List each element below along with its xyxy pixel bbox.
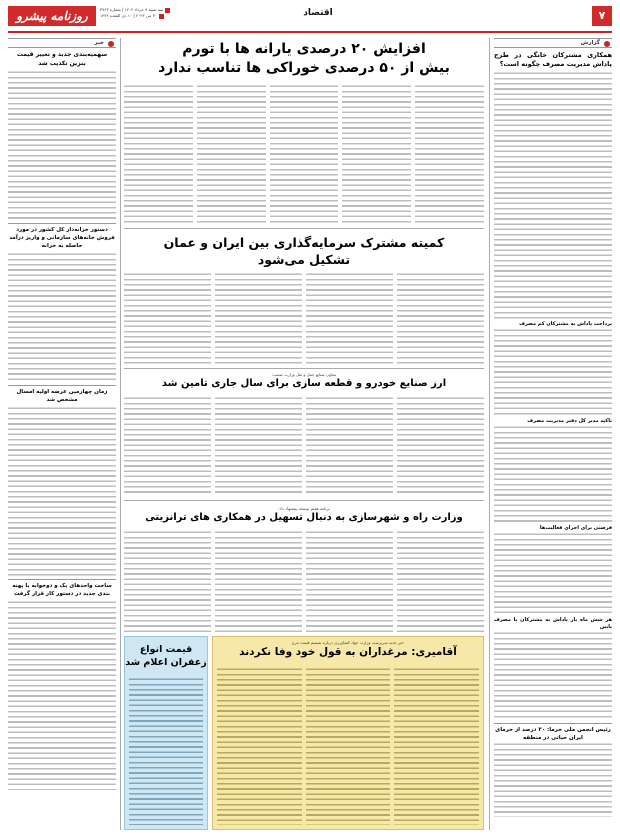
story-chicken-body	[217, 667, 479, 825]
story-chicken-kicker: خبر جدید سرپرست وزارت جهاد کشاورزی درباره تصمیم قیمت مرغ	[292, 640, 404, 645]
story-transit-kicker: برنامه هفتم توسعه پیشنهاد داد:	[278, 506, 330, 511]
story-oman-headline-line-2: تشکیل می‌شود	[257, 252, 351, 267]
story-transit-title: وزارت راه و شهرسازی به دنبال تسهیل در همکاری های ترانزیتی	[145, 512, 463, 523]
story-chicken-box	[212, 636, 484, 830]
right-col-bottom-story	[494, 723, 612, 817]
saffron-body	[129, 677, 203, 825]
story-transit-headline	[124, 506, 484, 525]
story-oman-body	[124, 272, 484, 364]
right-col-body-1	[494, 71, 612, 321]
story-oman-headline	[124, 234, 484, 268]
right-col-body-4	[494, 532, 612, 617]
right-col-headline: همکاری مشترکان خانگی در طرح پاداش مدیریت مصرف چگونه است؟	[494, 51, 612, 68]
column-divider-left	[120, 38, 121, 830]
news-tag: خبر	[8, 38, 116, 48]
dateline: سه شنبه ۹ خرداد ۱۴۰۲ | شماره ۳۷۶۳ ۳۰ می ۲۰۲۳ | ۱۰ ذی القعده ۱۴۴۴	[100, 7, 220, 19]
left-col-body-2	[8, 252, 116, 382]
right-col-sub-2: تاکید مدیر کل دفتر مدیریت مصرف	[527, 418, 612, 424]
left-col-headline-3: زمان چهارمین عرضه اولیه امسال مشخص شد	[16, 389, 108, 403]
story-auto-headline	[124, 372, 484, 391]
saffron-title-line-1: قیمت انواع	[139, 644, 193, 655]
story-auto-title: ارز صنایع خودرو و قطعه سازی برای سال جاری تامین شد	[161, 378, 447, 389]
page-number: ۷	[592, 6, 612, 26]
story-oman-headline-line-1: کمیته مشترک سرمایه‌گذاری بین ایران و عمان	[163, 235, 445, 250]
left-col-body-1	[8, 70, 116, 220]
report-tag: گزارش	[494, 38, 612, 48]
divider-2	[124, 368, 484, 369]
right-col-sub-3: فرصتی برای اجرای فعالیت‌ها	[539, 525, 612, 531]
divider-3	[124, 500, 484, 501]
right-col-body-6	[494, 742, 612, 817]
story-auto-kicker: معاون صنایع حمل و نقل وزارت صمت:	[271, 372, 337, 377]
lead-headline-line-1: افزایش ۲۰ درصدی یارانه ها با تورم	[182, 41, 426, 57]
right-column	[494, 38, 612, 830]
right-col-bottom-title: رئیس انجمن ملی خرما: ۳۰ درصد از خرمای ایران حیاتی در منطقه	[495, 727, 611, 741]
left-col-headline-4: ساخت واحدهای یک و دوخوابه با پهنه بندی جدید در دستور کار قرار گرفت	[12, 583, 112, 597]
story-auto-body	[124, 396, 484, 496]
story-transit-body	[124, 530, 484, 632]
divider-1	[124, 228, 484, 229]
column-divider-right	[489, 38, 490, 830]
left-column	[8, 38, 116, 830]
left-col-headline-2: دستور خزانه‌دار کل کشور در مورد فروش خانه‌های سازمانی و واریز درآمد حاصله به خزانه	[9, 227, 115, 249]
newspaper-logo: روزنامه پیشرو	[8, 6, 96, 26]
left-col-body-3	[8, 406, 116, 576]
right-col-body-5	[494, 631, 612, 721]
left-col-headline-1: سهمیه‌بندی جدید و تغییر قیمت بنزین تکذیب شد	[16, 51, 108, 67]
right-col-sub-1: پرداخت پاداش به مشترکان کم مصرف	[519, 321, 612, 327]
right-col-sub-4: هر شش ماه بار پاداش به مشترکان با مصرف پایین	[494, 617, 612, 630]
right-col-body-3	[494, 425, 612, 525]
left-col-body-4	[8, 600, 116, 790]
header-rule	[8, 31, 612, 33]
lead-story-body	[124, 84, 484, 224]
page-header	[8, 6, 612, 34]
story-chicken-title: آقامیری: مرغداران به قول خود وفا نکردند	[239, 646, 457, 658]
saffron-price-box	[124, 636, 208, 830]
saffron-title-line-2: زعفران اعلام شد	[125, 657, 207, 668]
right-col-body-2	[494, 328, 612, 418]
section-title: اقتصاد	[303, 8, 333, 18]
lead-story-headline	[124, 40, 484, 78]
lead-headline-line-2: بیش از ۵۰ درصدی خوراکی ها تناسب ندارد	[158, 60, 450, 76]
